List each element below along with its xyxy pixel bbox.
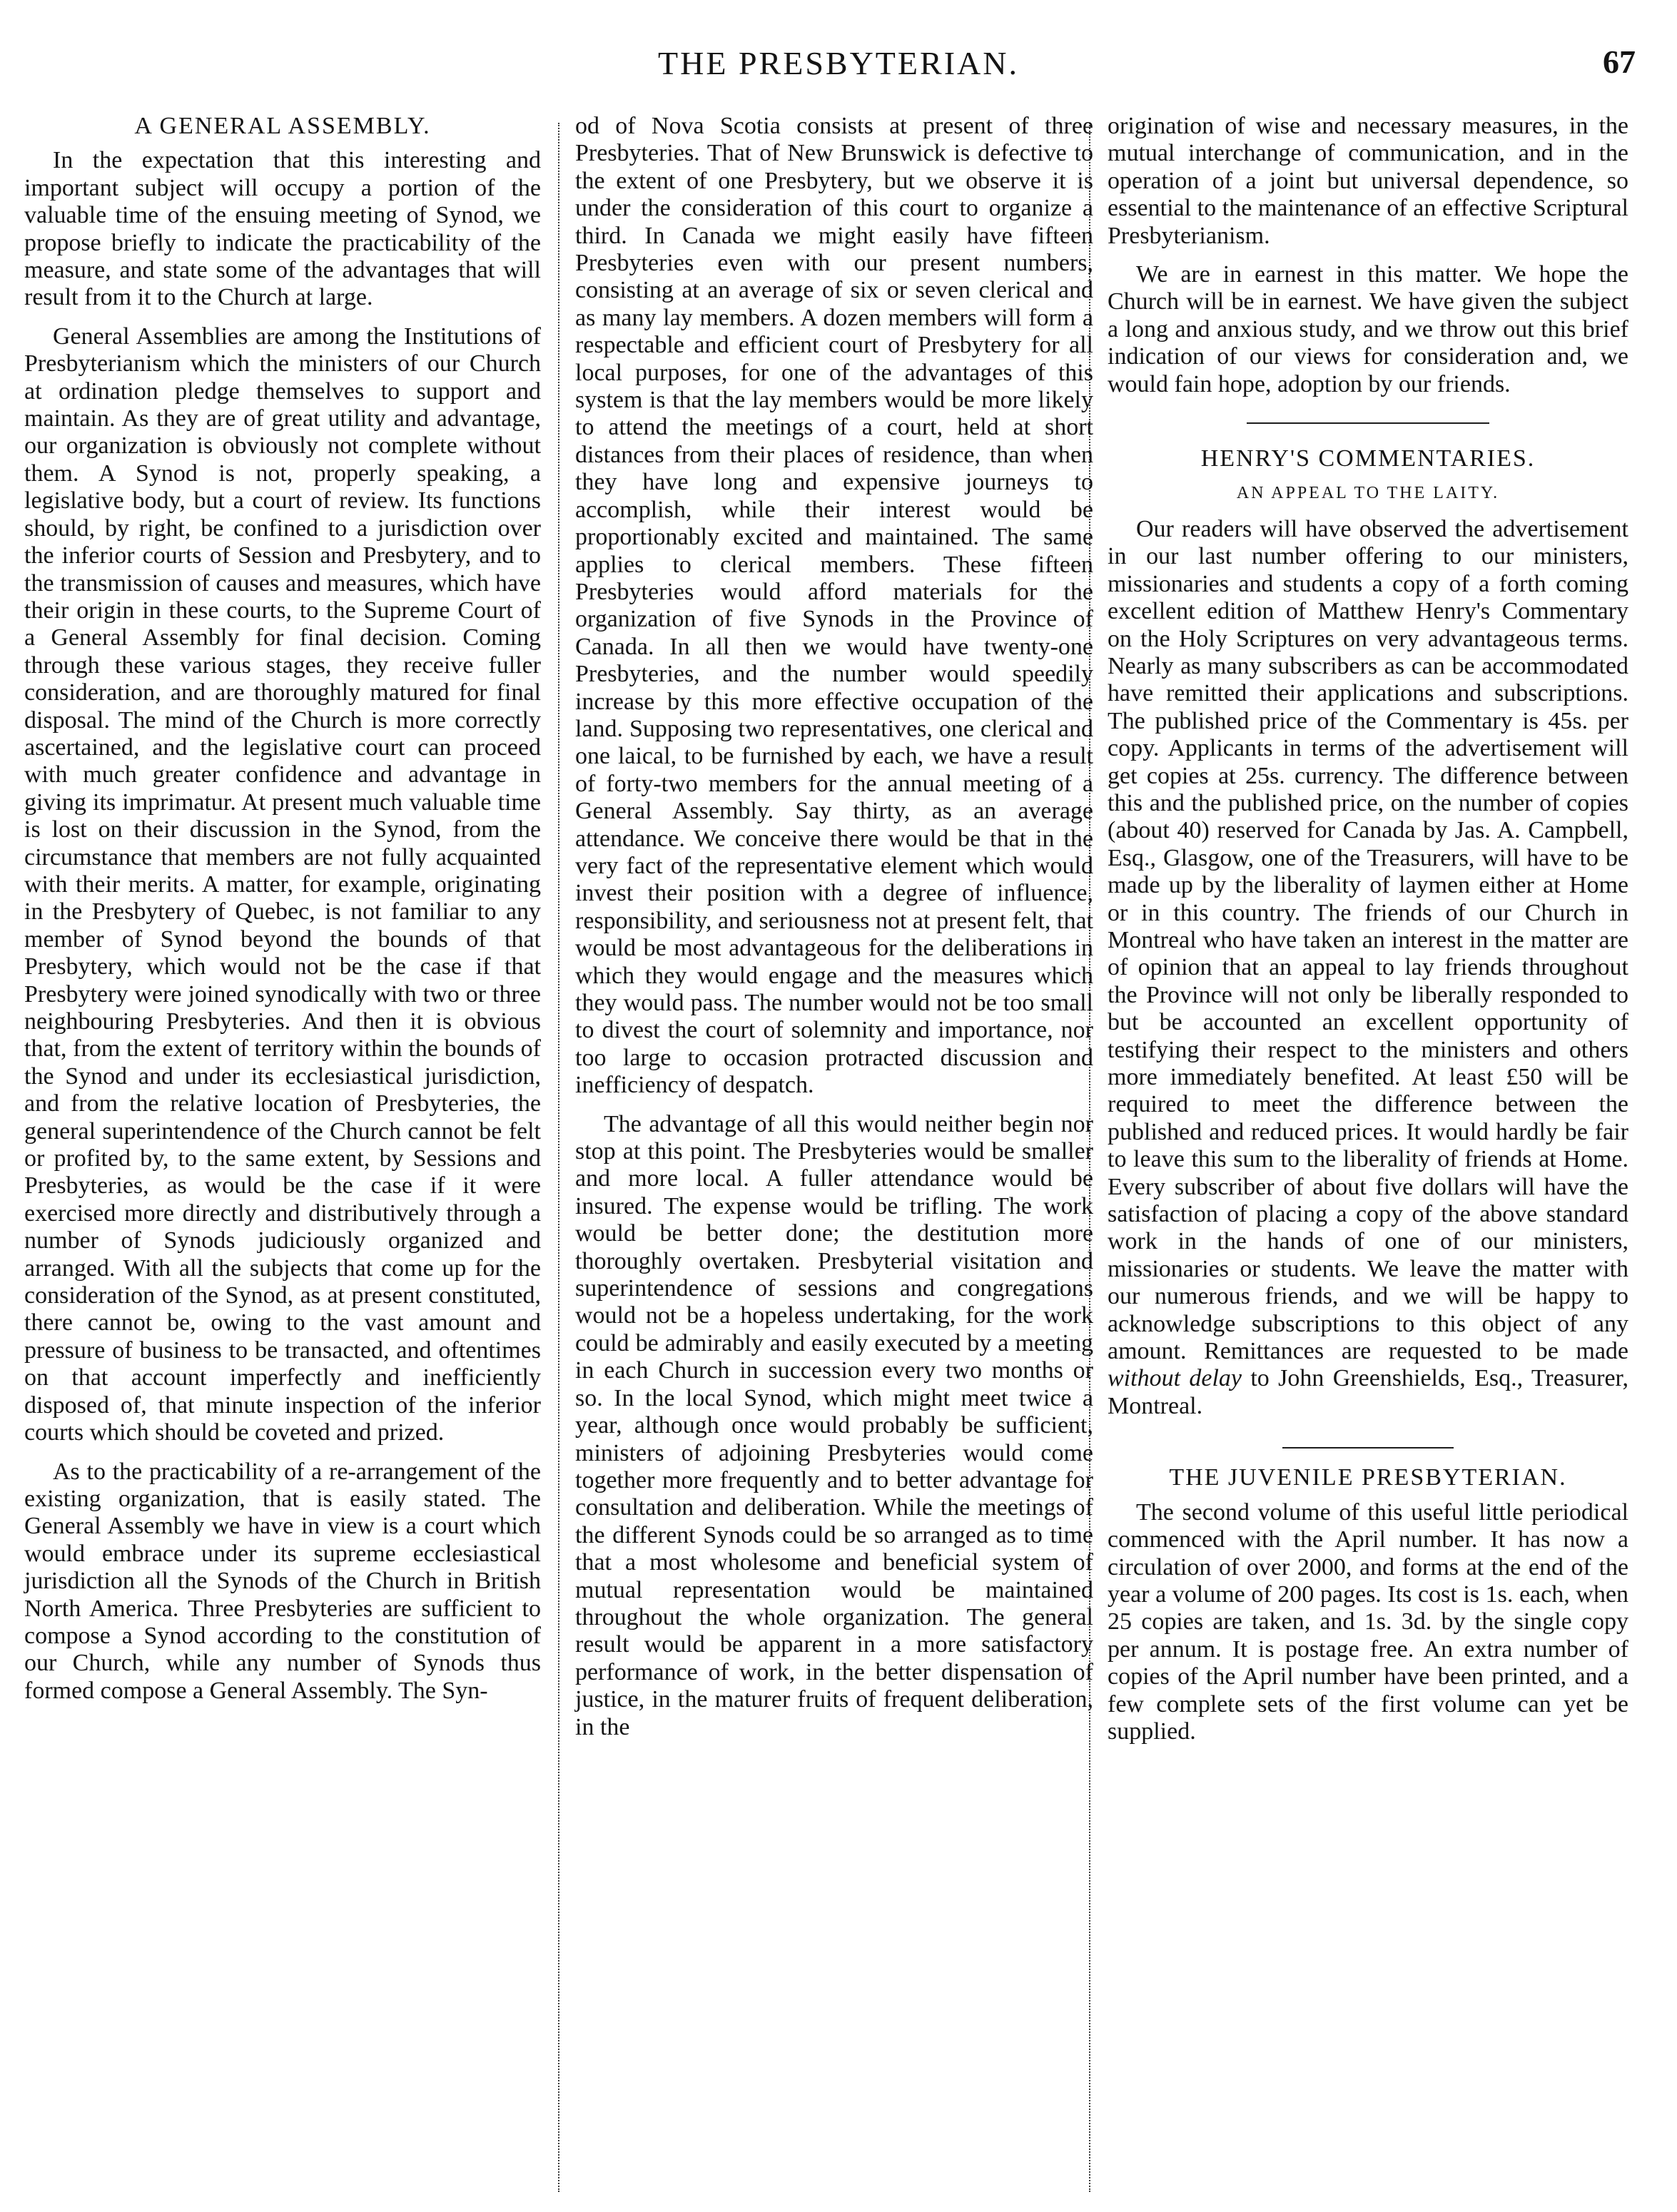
section-divider bbox=[1282, 1447, 1454, 1449]
paragraph: The second volume of this useful little periodical commenced with the April number. It has now a circulation of over 2000, and forms at the end of the year a volume of 200 pages. Its cost is 1s. each, when 25 copies are taken, and 1s. 3d. by the single copy per annum. It is postage free. An extra number of copies of the April number have been printed, and a few complete sets of the first volume can yet be supplied. bbox=[1108, 1498, 1628, 1745]
paragraph-text: Our readers will have observed the advertisement in our last number offering to our ministers, missionaries and students a copy of a forth coming excellent edition of Matthew Henry's Commentary on the Holy Scriptures on very advantageous terms. Nearly as many subscribers as can be accommodated have remitted their applications and subscriptions. The published price of the Commentary is 45s. per copy. Applicants in terms of the advertisement will get copies at 25s. currency. The difference between this and the published price, on the number of copies (about 40) reserved for Canada by Jas. A. Campbell, Esq., Glasgow, one of the Treasurers, will have to be made up by the liberality of laymen either at Home or in this country. The friends of our Church in Montreal who have taken an interest in the matter are of opinion that an appeal to lay friends throughout the Province will not only be liberally responded to but be accounted an excellent opportunity of testifying their respect to the ministers and others more immediately benefited. At least £50 will be required to meet the difference between the published and reduced prices. It would hardly be fair to leave this sum to the liberality of friends at Home. Every subscriber of about five dollars will have the satisfaction of placing a copy of the above standard work in the hands of one of our ministers, missionaries or students. We leave the matter with our numerous friends, and we will be happy to acknowledge subscriptions to this object of any amount. Remittances are requested to be made bbox=[1108, 515, 1628, 1365]
paragraph-continued: origination of wise and necessary measures, in the mutual interchange of communication, and in the operation of a joint but universal dependence, so essential to the maintenance of an effective Scriptural Presbyterianism. bbox=[1108, 113, 1628, 249]
emphasis-text: without delay bbox=[1108, 1365, 1242, 1392]
paragraph: In the expectation that this interesting and important subject will occupy a portion of the valuable time of the ensuing meeting of Synod, we propose briefly to indicate the practicability of the measure, and state some of the advantages that will result from it to the Church at large. bbox=[24, 147, 541, 311]
paragraph: General Assemblies are among the Institutions of Presbyterianism which the ministers of our Church at ordination pledge themselves to support and maintain. As they are of great utility and advantage, our organization is obviously not complete without them. A Synod is not, properly speaking, a legislative body, but a court of review. Its functions should, by right, be confined to a jurisdiction over the inferior courts of Session and Presbytery, and to the transmission of causes and measures, which have their origin in these courts, to the Supreme Court of a General Assembly for final decision. Coming through these various stages, they receive fuller consideration, and are thoroughly matured for final disposal. The mind of the Church is more correctly ascertained, and the legislative court can proceed with much greater confidence and advantage in giving its imprimatur. At present much valuable time is lost on their discussion in the Synod, from the circumstance that members are not fully acquainted with their merits. A matter, for example, originating in the Presbytery of Quebec, is not familiar to any member of Synod beyond the bounds of that Presbytery, which would not be the case if that Presbytery were joined synodically with two or three neighbouring Presbyteries. And then it is obvious that, from the extent of territory within the bounds of the Synod and under its ecclesiastical jurisdiction, and from the relative location of Presbyteries, the general superintendence of the Church cannot be felt or profited by, to the same extent, by Sessions and Presbyteries, as would be the case if it were exercised more directly and distributively through a number of Synods judiciously organized and arranged. With all the subjects that come up for the consideration of the Synod, as at present constituted, there cannot be, owing to the vast amount and pressure of business to be transacted, and oftentimes on that account imperfectly and inefficiently disposed of, that minute inspection of the inferior courts which should be coveted and prized. bbox=[24, 323, 541, 1446]
article-heading-juvenile-presbyterian: THE JUVENILE PRESBYTERIAN. bbox=[1169, 1464, 1567, 1491]
column-rule-left bbox=[558, 123, 559, 2192]
column-2 bbox=[575, 113, 1093, 1741]
paragraph: We are in earnest in this matter. We hope the Church will be in earnest. We have given the subject a long and anxious study, and we throw out this brief indication of our views for consideration and, we would fain hope, adoption by our friends. bbox=[1108, 261, 1628, 397]
article-heading-henrys-commentaries: HENRY'S COMMENTARIES. bbox=[1200, 445, 1536, 472]
column-1 bbox=[24, 113, 541, 1705]
column-3 bbox=[1108, 113, 1628, 1745]
page-number: 67 bbox=[1603, 44, 1636, 80]
paragraph-continued: od of Nova Scotia consists at present of three Presbyteries. That of New Brunswick is defective to the extent of one Presbytery, but we observe it is under the consideration of this court to organize a third. In Canada we might easily have fifteen Presbyteries even with our present numbers, consisting at an average of six or seven clerical and as many lay members. A dozen members will form a respectable and efficient court of Presbytery for all local purposes, for one of the advantages of this system is that the lay members would be more likely to attend the meetings of a court, held at short distances from their places of residence, than when they have long and expensive journeys to accomplish, while their interest would be proportionably excited and maintained. The same applies to clerical members. These fifteen Presbyteries would afford materials for the organization of five Synods in the Province of Canada. In all then we would have twenty-one Presbyteries, and the number would speedily increase by this more effective occupation of the land. Supposing two representatives, one clerical and one laical, to be furnished by each, we have a result of forty-two members for the annual meeting of a General Assembly. Say thirty, as an average attendance. We conceive there would be that in the very fact of the representative element which would invest their position with a degree of influence, responsibility, and seriousness not at present felt, that would be most advantageous for the deliberations in which they would engage and the measures which they would pass. The number would not be too small to divest the court of solemnity and importance, nor too large to occasion protracted discussion and inefficiency of despatch. bbox=[575, 113, 1093, 1099]
section-divider bbox=[1247, 422, 1489, 424]
paragraph bbox=[1108, 516, 1628, 1420]
paragraph: As to the practicability of a re-arrangement of the existing organization, that is easily stated. The General Assembly we have in view is a court which would embrace under its supreme ecclesiastical jurisdiction all the Synods of the Church in British North America. Three Presbyteries are sufficient to compose a Synod according to the constitution of our Church, while any number of Synods thus formed compose a General Assembly. The Syn- bbox=[24, 1458, 541, 1704]
article-heading-general-assembly: A GENERAL ASSEMBLY. bbox=[134, 113, 431, 139]
paragraph-text: to John Greenshields, Esq., Treasurer, Montreal. bbox=[1108, 1365, 1629, 1419]
article-subheading: AN APPEAL TO THE LAITY. bbox=[1236, 484, 1500, 503]
paragraph: The advantage of all this would neither begin nor stop at this point. The Presbyteries would be smaller and more local. A fuller attendance would be insured. The expense would be trifling. The work would be better done; the destitution more thoroughly overtaken. Presbyterial visitation and superintendence of sessions and congregations would not be a hopeless undertaking, for the work could be admirably and easily executed by a meeting in each Church in succession every two months or so. In the local Synod, which might meet twice a year, although once would probably be sufficient, ministers of adjoining Presbyteries would come together more frequently and to better advantage for consultation and deliberation. While the meetings of the different Synods could be so arranged as to time that a most wholesome and beneficial system of mutual representation would be maintained throughout the whole organization. The general result would be apparent in a more satisfactory performance of work, in the better dispensation of justice, in the maturer fruits of frequent deliberation, in the bbox=[575, 1110, 1093, 1740]
running-title: THE PRESBYTERIAN. bbox=[658, 45, 1019, 81]
